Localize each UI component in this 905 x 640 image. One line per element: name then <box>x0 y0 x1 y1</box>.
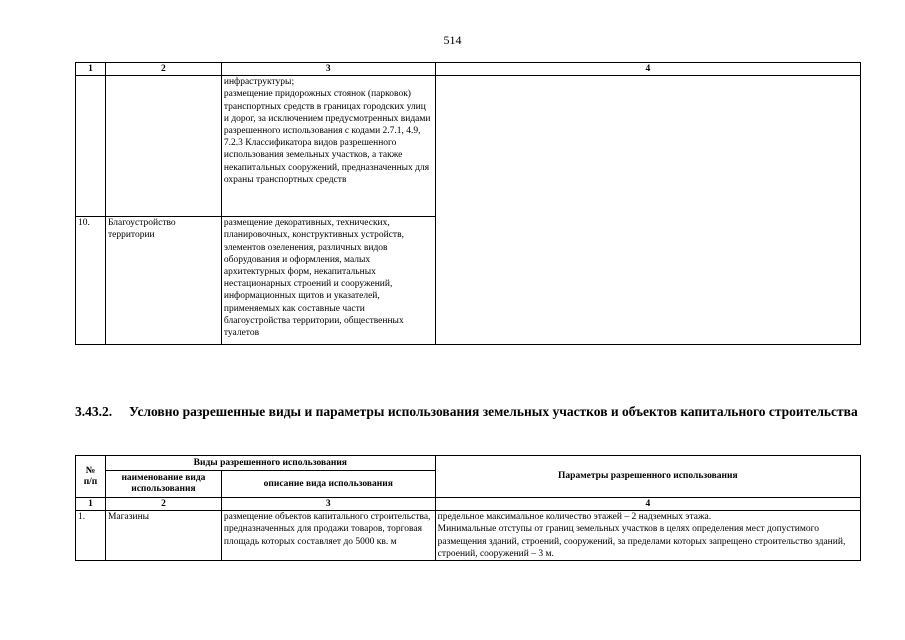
use-parameters <box>435 76 860 345</box>
header-cell: 1 <box>76 498 106 511</box>
page-number: 514 <box>443 33 462 47</box>
use-type-description: инфраструктуры; размещение придорожных стоянок (парковок) транспортных средств в границах городских улиц и дорог, за исключением предусмотренных видами разрешенного использования с кодами 2.7.1, 4.9, 7.2.3 Классификатора видов разрешенного использования земельных участков, а также некапитальных сооружений, предназначенных для охраны транспортных средств <box>221 76 435 217</box>
row-number: 1. <box>76 511 106 561</box>
header-cell: 1 <box>76 63 106 76</box>
row-number: 10. <box>76 217 106 345</box>
table-header-row <box>76 456 861 471</box>
section-title: Условно разрешенные виды и параметры использования земельных участков и объектов капитального строительства <box>129 404 858 419</box>
table-index-row <box>76 498 861 511</box>
table-row <box>76 511 861 561</box>
group-header: Виды разрешенного использования <box>105 456 435 471</box>
use-type-name: Магазины <box>105 511 221 561</box>
use-parameters: предельное максимальное количество этажей – 2 надземных этажа. Минимальные отступы от границ земельных участков в целях определения мест допустимого размещения зданий, строений, сооружений, за пределами которых запрещено строительство зданий, строений, сооружений – 3 м. <box>435 511 860 561</box>
header-cell: 2 <box>105 498 221 511</box>
use-type-name: Благоустройство территории <box>105 217 221 345</box>
row-number <box>76 76 106 217</box>
use-type-description: размещение объектов капитального строительства, предназначенных для продажи товаров, торговая площадь которых составляет до 5000 кв. м <box>221 511 435 561</box>
header-cell: 3 <box>221 63 435 76</box>
col-number-header: № п/п <box>76 456 106 498</box>
use-type-description: размещение декоративных, технических, планировочных, конструктивных устройств, элементов озеленения, различных видов оборудования и оформления, малых архитектурных форм, некапитальных нестационарных строений и сооружений, информационных щитов и указателей, применяемых как составные части благоустройства территории, общественных туалетов <box>221 217 435 345</box>
header-cell: 4 <box>435 498 860 511</box>
col-params-header: Параметры разрешенного использования <box>435 456 860 498</box>
col-desc-header: описание вида использования <box>221 471 435 498</box>
section-number: 3.43.2. <box>75 404 113 419</box>
section-heading <box>75 403 861 420</box>
col-name-header: наименование вида использования <box>105 471 221 498</box>
table-index-row <box>76 63 861 76</box>
land-use-table-continued <box>75 62 861 345</box>
header-cell: 3 <box>221 498 435 511</box>
table-row <box>76 76 861 217</box>
header-cell: 2 <box>105 63 221 76</box>
conditional-use-table <box>75 455 861 561</box>
header-cell: 4 <box>435 63 860 76</box>
use-type-name <box>105 76 221 217</box>
